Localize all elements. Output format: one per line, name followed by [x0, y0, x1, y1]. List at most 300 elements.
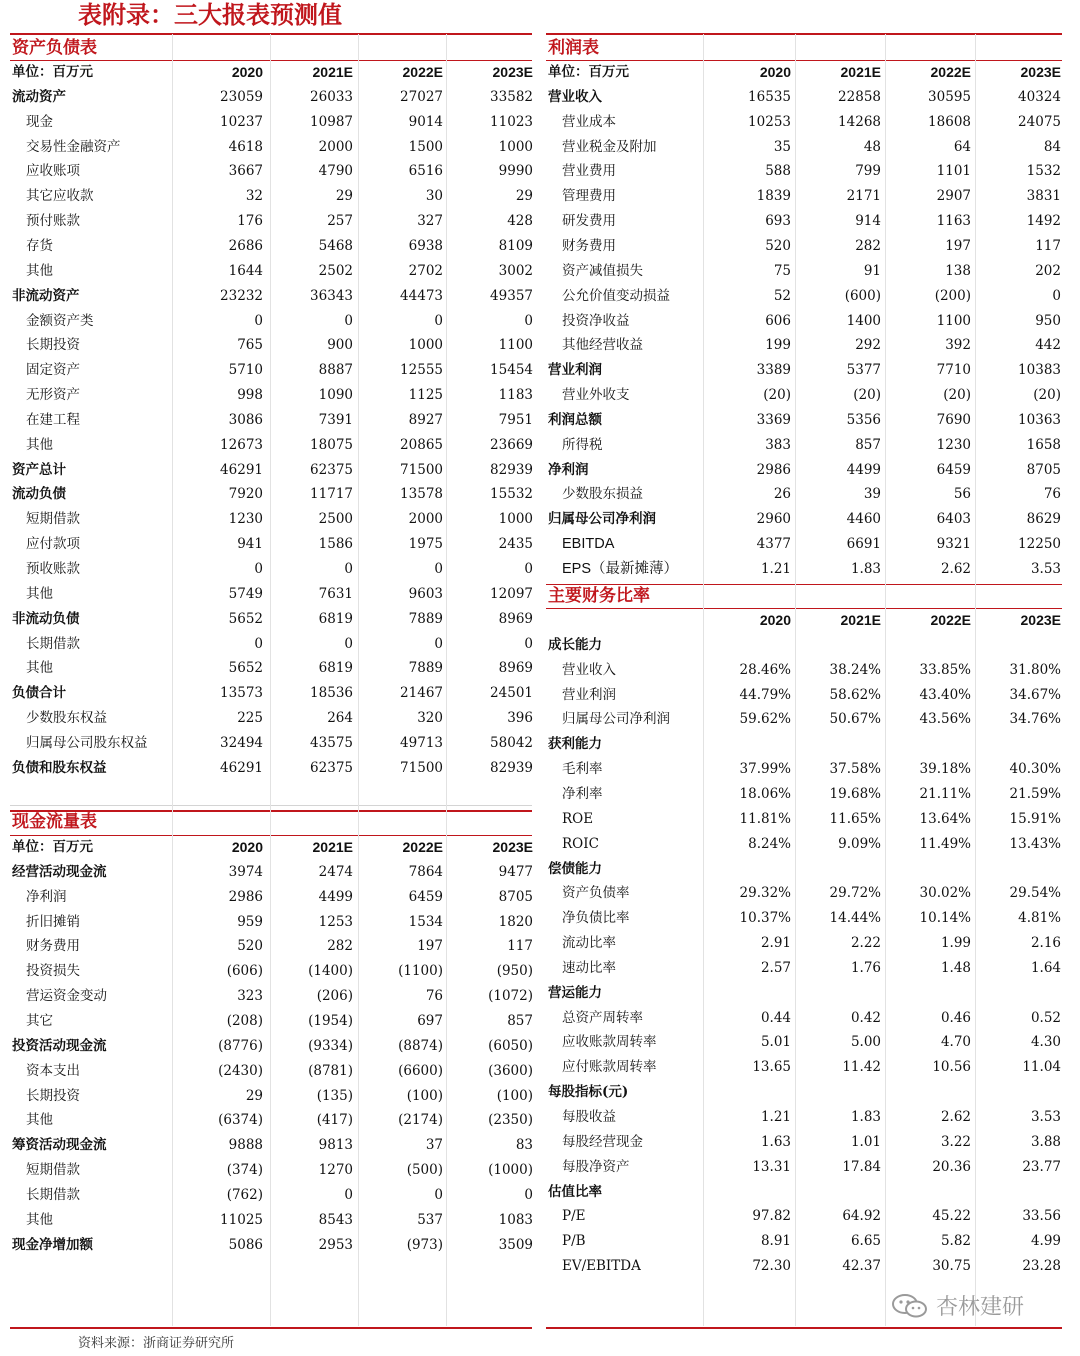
- table-row: [546, 85, 1062, 110]
- cell-value: 197: [417, 938, 443, 955]
- cell-value: 26: [773, 486, 791, 503]
- right-bottom-rule: [546, 1327, 1062, 1329]
- cell-value: 6459: [936, 461, 971, 478]
- cell-value: 44.79%: [739, 686, 791, 703]
- row-label: 应收账款周转率: [562, 1034, 657, 1051]
- cell-value: 62375: [310, 461, 353, 478]
- row-label: 偿债能力: [548, 860, 602, 877]
- cell-value: 1163: [936, 213, 971, 230]
- cell-value: 46291: [220, 759, 263, 776]
- cell-value: 327: [417, 213, 443, 230]
- watermark-text: 杏林建研: [936, 1295, 1025, 1320]
- cell-value: 197: [945, 237, 971, 254]
- cell-value: 16535: [748, 88, 791, 105]
- cell-value: 10383: [1018, 362, 1061, 379]
- cell-value: 14.44%: [829, 910, 881, 927]
- row-label: 少数股东损益: [562, 486, 643, 503]
- row-label: 长期借款: [26, 1186, 80, 1203]
- cell-value: 13.64%: [919, 810, 971, 827]
- table-row: [10, 706, 532, 731]
- cell-value: 10.14%: [919, 910, 971, 927]
- table-row: [546, 1080, 1062, 1105]
- unit-label: 单位：百万元: [12, 64, 93, 80]
- cell-value: 292: [855, 337, 881, 354]
- cell-value: 20.36: [932, 1158, 971, 1175]
- cell-value: 11025: [220, 1211, 263, 1228]
- unit-label: 单位：百万元: [548, 64, 629, 80]
- table-row: [10, 632, 532, 657]
- cell-value: 2435: [498, 536, 533, 553]
- cell-value: 72.30: [752, 1258, 791, 1275]
- row-label: 每股净资产: [562, 1158, 630, 1175]
- cell-value: 8927: [408, 411, 443, 428]
- cell-value: 1000: [408, 337, 443, 354]
- cell-value: 0: [524, 312, 533, 329]
- table-row: [546, 1254, 1062, 1279]
- cell-value: 24075: [1018, 113, 1061, 130]
- cell-value: 10237: [220, 113, 263, 130]
- table-row: [546, 1180, 1062, 1205]
- row-label: 应付账款周转率: [562, 1059, 657, 1076]
- cell-value: 1.01: [850, 1133, 881, 1150]
- cell-value: 10363: [1018, 411, 1061, 428]
- table-row: [546, 757, 1062, 782]
- cell-value: 23669: [490, 436, 533, 453]
- row-label: 投资活动现金流: [12, 1037, 107, 1054]
- table-row: [546, 807, 1062, 832]
- cell-value: 1083: [498, 1211, 533, 1228]
- cell-value: 64: [953, 138, 971, 155]
- cell-value: 9888: [228, 1137, 263, 1154]
- cell-value: 6516: [408, 163, 443, 180]
- table-row: [10, 756, 532, 781]
- cell-value: 30: [425, 188, 443, 205]
- row-label: 总资产周转率: [562, 1009, 643, 1026]
- row-label: 预收账款: [26, 561, 80, 577]
- row-label: P/E: [562, 1208, 586, 1225]
- cell-value: 225: [237, 710, 263, 727]
- cell-value: 14268: [838, 113, 881, 130]
- row-label: 每股经营现金: [562, 1133, 643, 1150]
- row-label: 流动比率: [562, 935, 616, 952]
- cell-value: 6819: [318, 660, 353, 677]
- cell-value: 20865: [400, 436, 443, 453]
- header-row: [546, 608, 1062, 633]
- cell-value: (6600): [398, 1062, 443, 1079]
- row-label: 毛利率: [562, 761, 603, 778]
- cell-value: 8629: [1026, 511, 1061, 528]
- row-label: 其它应收款: [26, 188, 94, 205]
- cell-value: (1100): [398, 963, 443, 980]
- table-row: [10, 1084, 532, 1109]
- row-label: 其它: [26, 1012, 53, 1029]
- row-label: 其他: [26, 262, 53, 279]
- table-row: [10, 284, 532, 309]
- table-row: [546, 458, 1062, 483]
- table-row: [546, 1130, 1062, 1155]
- cell-value: 5.00: [850, 1034, 881, 1051]
- cell-value: 52: [773, 287, 791, 304]
- cell-value: 24501: [490, 685, 533, 702]
- row-label: 净负债比率: [562, 910, 630, 927]
- income-statement-title: 利润表: [548, 38, 599, 58]
- cell-value: 9990: [498, 163, 533, 180]
- table-row: [546, 1006, 1062, 1031]
- cell-value: (8874): [398, 1037, 443, 1054]
- cell-value: 1.63: [760, 1133, 791, 1150]
- cell-value: 2686: [228, 237, 263, 254]
- cell-value: 138: [945, 262, 971, 279]
- cell-value: 4790: [318, 163, 353, 180]
- cell-value: 0: [1052, 287, 1061, 304]
- cell-value: 2.22: [850, 935, 881, 952]
- table-row: [10, 1108, 532, 1133]
- cell-value: 33.56: [1022, 1208, 1061, 1225]
- cell-value: 5086: [228, 1236, 263, 1253]
- cell-value: 3389: [756, 362, 791, 379]
- cell-value: 4.70: [940, 1034, 971, 1051]
- cell-value: 6403: [936, 511, 971, 528]
- row-label: 现金: [26, 113, 53, 130]
- cell-value: 29: [245, 1087, 263, 1104]
- cell-value: 49357: [490, 287, 533, 304]
- cell-value: (500): [406, 1162, 443, 1179]
- row-label: 利润总额: [548, 411, 602, 428]
- table-row: [546, 110, 1062, 135]
- cell-value: 2986: [756, 461, 791, 478]
- cell-value: 29: [515, 188, 533, 205]
- cell-value: 0: [434, 635, 443, 652]
- cell-value: 5.82: [940, 1233, 971, 1250]
- unit-label: 单位：百万元: [12, 839, 93, 855]
- table-row: [10, 1034, 532, 1059]
- cell-value: (206): [316, 988, 353, 1005]
- year-header: 2022E: [402, 64, 443, 80]
- left-mid-rule: [10, 805, 532, 806]
- table-row: [10, 910, 532, 935]
- row-label: 速动比率: [562, 959, 616, 976]
- cell-value: 320: [417, 710, 443, 727]
- cell-value: 0: [344, 561, 353, 577]
- cell-value: 5749: [228, 585, 263, 602]
- cell-value: 392: [945, 337, 971, 354]
- row-label: 其他经营收益: [562, 337, 643, 354]
- cell-value: 11.42: [842, 1059, 881, 1076]
- cell-value: 998: [237, 387, 263, 404]
- table-row: [546, 532, 1062, 557]
- row-label: ROE: [562, 810, 594, 827]
- cell-value: 1253: [318, 913, 353, 930]
- row-label: 净利率: [562, 785, 603, 802]
- row-label: 估值比率: [548, 1183, 602, 1200]
- cell-value: 13.31: [752, 1158, 791, 1175]
- table-row: [546, 857, 1062, 882]
- cell-value: 7690: [936, 411, 971, 428]
- year-header: 2020: [231, 839, 263, 855]
- cell-value: 10.37%: [739, 910, 791, 927]
- right-top-rule: [546, 33, 1062, 35]
- row-label: 每股收益: [562, 1109, 616, 1125]
- cell-value: 520: [237, 938, 263, 955]
- table-row: [546, 557, 1062, 582]
- cell-value: 4.99: [1030, 1233, 1061, 1250]
- cell-value: 1101: [936, 163, 971, 180]
- table-row: [10, 607, 532, 632]
- table-row: [546, 234, 1062, 259]
- cell-value: 2474: [318, 863, 353, 880]
- table-row: [10, 959, 532, 984]
- table-row: [10, 885, 532, 910]
- year-header: 2021E: [312, 839, 353, 855]
- cell-value: 1230: [228, 511, 263, 528]
- row-label: 营业费用: [562, 163, 616, 180]
- cell-value: 1975: [408, 536, 443, 553]
- year-header: 2022E: [930, 612, 971, 628]
- cell-value: 202: [1035, 262, 1061, 279]
- row-label: 其他: [26, 1112, 53, 1129]
- cell-value: 0.52: [1030, 1009, 1061, 1026]
- row-label: 资产负债率: [562, 885, 630, 902]
- cell-value: 9477: [498, 863, 533, 880]
- table-row: [10, 934, 532, 959]
- cell-value: 9813: [318, 1137, 353, 1154]
- cell-value: 3974: [228, 863, 263, 880]
- cell-value: 12673: [220, 436, 263, 453]
- cell-value: 1534: [408, 913, 443, 930]
- table-row: [10, 860, 532, 885]
- cell-value: 765: [237, 337, 263, 354]
- table-row: [10, 984, 532, 1009]
- cell-value: 32: [245, 188, 263, 205]
- row-label: EBITDA: [562, 536, 615, 553]
- table-row: [546, 1105, 1062, 1130]
- cell-value: 117: [507, 938, 533, 955]
- table-row: [10, 159, 532, 184]
- cell-value: 117: [1035, 237, 1061, 254]
- cell-value: (762): [226, 1186, 263, 1203]
- cell-value: 8969: [498, 610, 533, 627]
- row-label: 无形资产: [26, 387, 80, 404]
- row-label: 营业利润: [562, 686, 616, 703]
- cell-value: 4618: [228, 138, 263, 155]
- cell-value: 15532: [490, 486, 533, 503]
- table-row: [10, 507, 532, 532]
- table-row: [546, 732, 1062, 757]
- table-row: [546, 881, 1062, 906]
- row-label: 资产减值损失: [562, 262, 643, 279]
- cell-value: 18075: [310, 436, 353, 453]
- cell-value: 3.53: [1030, 1109, 1061, 1125]
- year-header: 2021E: [840, 64, 881, 80]
- cell-value: 941: [237, 536, 263, 553]
- cell-value: 18536: [310, 685, 353, 702]
- cell-value: 75: [773, 262, 791, 279]
- table-row: [546, 135, 1062, 160]
- cell-value: (20): [1033, 387, 1061, 404]
- cell-value: 4460: [846, 511, 881, 528]
- cell-value: 1.21: [760, 1109, 791, 1125]
- table-row: [10, 184, 532, 209]
- cell-value: 1400: [846, 312, 881, 329]
- table-row: [10, 1009, 532, 1034]
- cell-value: 257: [327, 213, 353, 230]
- cell-value: (1072): [488, 988, 533, 1005]
- cell-value: 46291: [220, 461, 263, 478]
- table-row: [546, 209, 1062, 234]
- cell-value: 82939: [490, 759, 533, 776]
- cell-value: (8781): [308, 1062, 353, 1079]
- table-row: [10, 482, 532, 507]
- table-row: [546, 1229, 1062, 1254]
- cell-value: 0: [434, 312, 443, 329]
- cell-value: 11.65%: [829, 810, 881, 827]
- cell-value: 3002: [498, 262, 533, 279]
- year-header: 2022E: [930, 64, 971, 80]
- table-row: [546, 832, 1062, 857]
- cell-value: 6.65: [850, 1233, 881, 1250]
- row-label: 成长能力: [548, 636, 602, 653]
- table-row: [546, 1055, 1062, 1080]
- row-label: 营业利润: [548, 362, 602, 379]
- cell-value: 1090: [318, 387, 353, 404]
- cell-value: 58.62%: [829, 686, 881, 703]
- cell-value: 1586: [318, 536, 353, 553]
- cell-value: 2.62: [940, 1109, 971, 1125]
- cell-value: 176: [237, 213, 263, 230]
- source-note: 资料来源：浙商证券研究所: [78, 1336, 235, 1351]
- cell-value: 44473: [400, 287, 443, 304]
- cell-value: 37.99%: [739, 761, 791, 778]
- row-label: 预付账款: [26, 213, 80, 230]
- cell-value: 8969: [498, 660, 533, 677]
- table-row: [546, 906, 1062, 931]
- cell-value: 697: [417, 1012, 443, 1029]
- row-label: 资产总计: [12, 461, 66, 478]
- cell-value: 1.99: [940, 935, 971, 952]
- cell-value: 29.72%: [829, 885, 881, 902]
- cell-value: 5.01: [760, 1034, 791, 1051]
- row-label: 财务费用: [562, 237, 616, 254]
- cell-value: 23059: [220, 88, 263, 105]
- cell-value: 10253: [748, 113, 791, 130]
- cell-value: 7920: [228, 486, 263, 503]
- cell-value: 30.75: [932, 1258, 971, 1275]
- cell-value: 442: [1035, 337, 1061, 354]
- cell-value: 13578: [400, 486, 443, 503]
- cell-value: 4.81%: [1018, 910, 1061, 927]
- table-row: [10, 209, 532, 234]
- cell-value: 0: [254, 312, 263, 329]
- cell-value: 10987: [310, 113, 353, 130]
- cell-value: 28.46%: [739, 661, 791, 678]
- cell-value: 76: [1043, 486, 1061, 503]
- row-label: 现金净增加额: [12, 1236, 93, 1253]
- cell-value: 6691: [846, 536, 881, 553]
- row-label: 净利润: [26, 888, 67, 905]
- cell-value: 1644: [228, 262, 263, 279]
- row-label: 营运能力: [548, 984, 602, 1001]
- cell-value: (2430): [218, 1062, 263, 1079]
- cell-value: 0.44: [760, 1009, 791, 1026]
- row-label: 短期借款: [26, 1162, 80, 1179]
- cell-value: 11.81%: [739, 810, 791, 827]
- row-label: 非流动资产: [12, 287, 80, 304]
- table-row: [10, 259, 532, 284]
- row-label: 短期借款: [26, 511, 80, 528]
- row-label: P/B: [562, 1233, 586, 1250]
- cell-value: 30.02%: [919, 885, 971, 902]
- table-row: [546, 658, 1062, 683]
- cell-value: (100): [496, 1087, 533, 1104]
- table-row: [546, 931, 1062, 956]
- cell-value: 26033: [310, 88, 353, 105]
- cell-value: 11717: [310, 486, 353, 503]
- cell-value: 91: [863, 262, 881, 279]
- row-label: 归属母公司股东权益: [26, 734, 148, 751]
- cell-value: 23232: [220, 287, 263, 304]
- cell-value: 1000: [498, 511, 533, 528]
- cell-value: 31.80%: [1009, 661, 1061, 678]
- table-row: [546, 683, 1062, 708]
- cell-value: 4499: [318, 888, 353, 905]
- year-header: 2020: [231, 64, 263, 80]
- cell-value: 1500: [408, 138, 443, 155]
- cell-value: 0: [344, 312, 353, 329]
- cell-value: 12555: [400, 362, 443, 379]
- row-label: 每股指标(元): [548, 1084, 629, 1101]
- row-label: 应收账项: [26, 163, 80, 180]
- cell-value: 21467: [400, 685, 443, 702]
- cell-value: 3509: [498, 1236, 533, 1253]
- row-label: 非流动负债: [12, 610, 80, 627]
- header-row: [10, 60, 532, 85]
- cell-value: 29: [335, 188, 353, 205]
- row-label: 营运资金变动: [26, 988, 107, 1005]
- row-label: 交易性金融资产: [26, 138, 121, 155]
- cell-value: 21.11%: [919, 785, 971, 802]
- cell-value: 4499: [846, 461, 881, 478]
- cell-value: (2350): [488, 1112, 533, 1129]
- cell-value: 18.06%: [739, 785, 791, 802]
- year-header: 2023E: [1020, 64, 1061, 80]
- row-label: EPS（最新摊薄）: [562, 561, 679, 577]
- cell-value: 2000: [408, 511, 443, 528]
- year-header: 2023E: [492, 64, 533, 80]
- cell-value: 7864: [408, 863, 443, 880]
- cell-value: 50.67%: [829, 711, 881, 728]
- cell-value: 84: [1043, 138, 1061, 155]
- cell-value: 71500: [400, 461, 443, 478]
- cell-value: 5377: [846, 362, 881, 379]
- cell-value: 5710: [228, 362, 263, 379]
- cell-value: 7889: [408, 610, 443, 627]
- cell-value: 1532: [1026, 163, 1061, 180]
- cell-value: 11.49%: [919, 835, 971, 852]
- cell-value: 857: [855, 436, 881, 453]
- cell-value: 0.42: [850, 1009, 881, 1026]
- cell-value: 2986: [228, 888, 263, 905]
- row-label: 流动负债: [12, 486, 66, 503]
- row-label: 负债和股东权益: [12, 759, 107, 776]
- row-label: 归属母公司净利润: [548, 511, 656, 528]
- table-row: [546, 259, 1062, 284]
- cell-value: 520: [765, 237, 791, 254]
- cell-value: 0: [434, 561, 443, 577]
- row-label: 其他: [26, 436, 53, 453]
- cell-value: 3667: [228, 163, 263, 180]
- cell-value: 29.54%: [1009, 885, 1061, 902]
- cell-value: 0: [254, 561, 263, 577]
